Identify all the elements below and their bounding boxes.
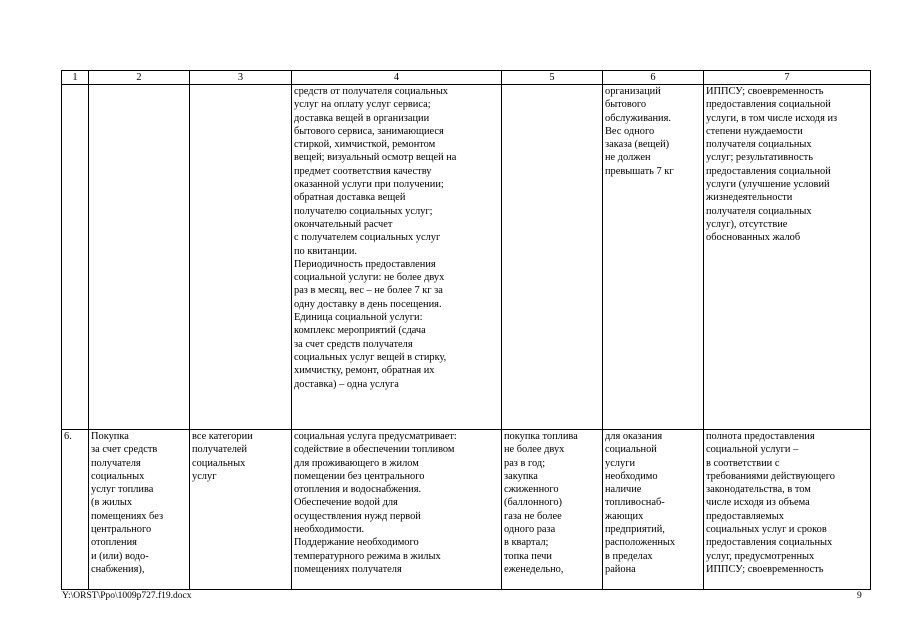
header-col-6: 6: [603, 71, 704, 85]
footer-file-path: Y:\ORST\Ppo\1009p727.f19.docx: [62, 591, 192, 601]
table-row: [62, 430, 871, 590]
service-conditions: организаций бытового обслуживания. Вес одного заказа (вещей) не должен превышать 7 кг: [603, 85, 704, 430]
table-header-row: [62, 71, 871, 85]
service-conditions: для оказания социальной услуги необходимо наличие топливоснаб- жающих предприятий, расположенных в пределах района: [603, 430, 704, 590]
services-table: [61, 70, 871, 590]
header-col-5: 5: [502, 71, 603, 85]
service-name: Покупка за счет средств получателя социальных услуг топлива (в жилых помещениях без центрального отопления и (или) водо- снабжения),: [89, 430, 190, 590]
service-description: социальная услуга предусматривает: содействие в обеспечении топливом для проживающего в жилом помещении без центрального отопления и водоснабжения. Обеспечение водой для осуществления нужд первой необходимости. Поддержание необходимого температурного режима в жилых помещениях получателя: [292, 430, 502, 590]
row-number: 6.: [62, 430, 89, 590]
service-description: средств от получателя социальных услуг на оплату услуг сервиса; доставка вещей в организации бытового сервиса, занимающиеся стиркой, химчисткой, ремонтом вещей; визуальный осмотр вещей на предмет соответствия качеству оказанной услуги при получении; обратная доставка вещей получателю социальных услуг; окончательный расчет с получателем социальных услуг по квитанции. Периодичность предоставления социальной услуги: не более двух раз в месяц, вес – не более 7 кг за одну доставку в день посещения. Единица социальной услуги: комплекс мероприятий (сдача за счет средств получателя социальных услуг вещей в стирку, химчистку, ремонт, обратная их доставка) – одна услуга: [292, 85, 502, 430]
quality-indicators: ИППСУ; своевременность предоставления социальной услуги, в том числе исходя из степени нуждаемости получателя социальных услуг; результативность предоставления социальной услуги (улучшение условий жизнедеятельности получателя социальных услуг), отсутствие обоснованных жалоб: [704, 85, 871, 430]
service-volume: покупка топлива не более двух раз в год; закупка сжиженного (баллонного) газа не более одного раза в квартал; топка печи еженедельно,: [502, 430, 603, 590]
row-number: [62, 85, 89, 430]
header-col-1: 1: [62, 71, 89, 85]
header-col-2: 2: [89, 71, 190, 85]
service-name: [89, 85, 190, 430]
header-col-4: 4: [292, 71, 502, 85]
header-col-3: 3: [190, 71, 292, 85]
quality-indicators: полнота предоставления социальной услуги – в соответствии с требованиями действующего законодательства, в том числе исходя из объема предоставляемых социальных услуг и сроков предоставления социальных услуг, предусмотренных ИППСУ; своевременность: [704, 430, 871, 590]
recipient-category: [190, 85, 292, 430]
recipient-category: все категории получателей социальных услуг: [190, 430, 292, 590]
footer-page-number: 9: [857, 591, 862, 601]
service-volume: [502, 85, 603, 430]
header-col-7: 7: [704, 71, 871, 85]
table-row: [62, 85, 871, 430]
